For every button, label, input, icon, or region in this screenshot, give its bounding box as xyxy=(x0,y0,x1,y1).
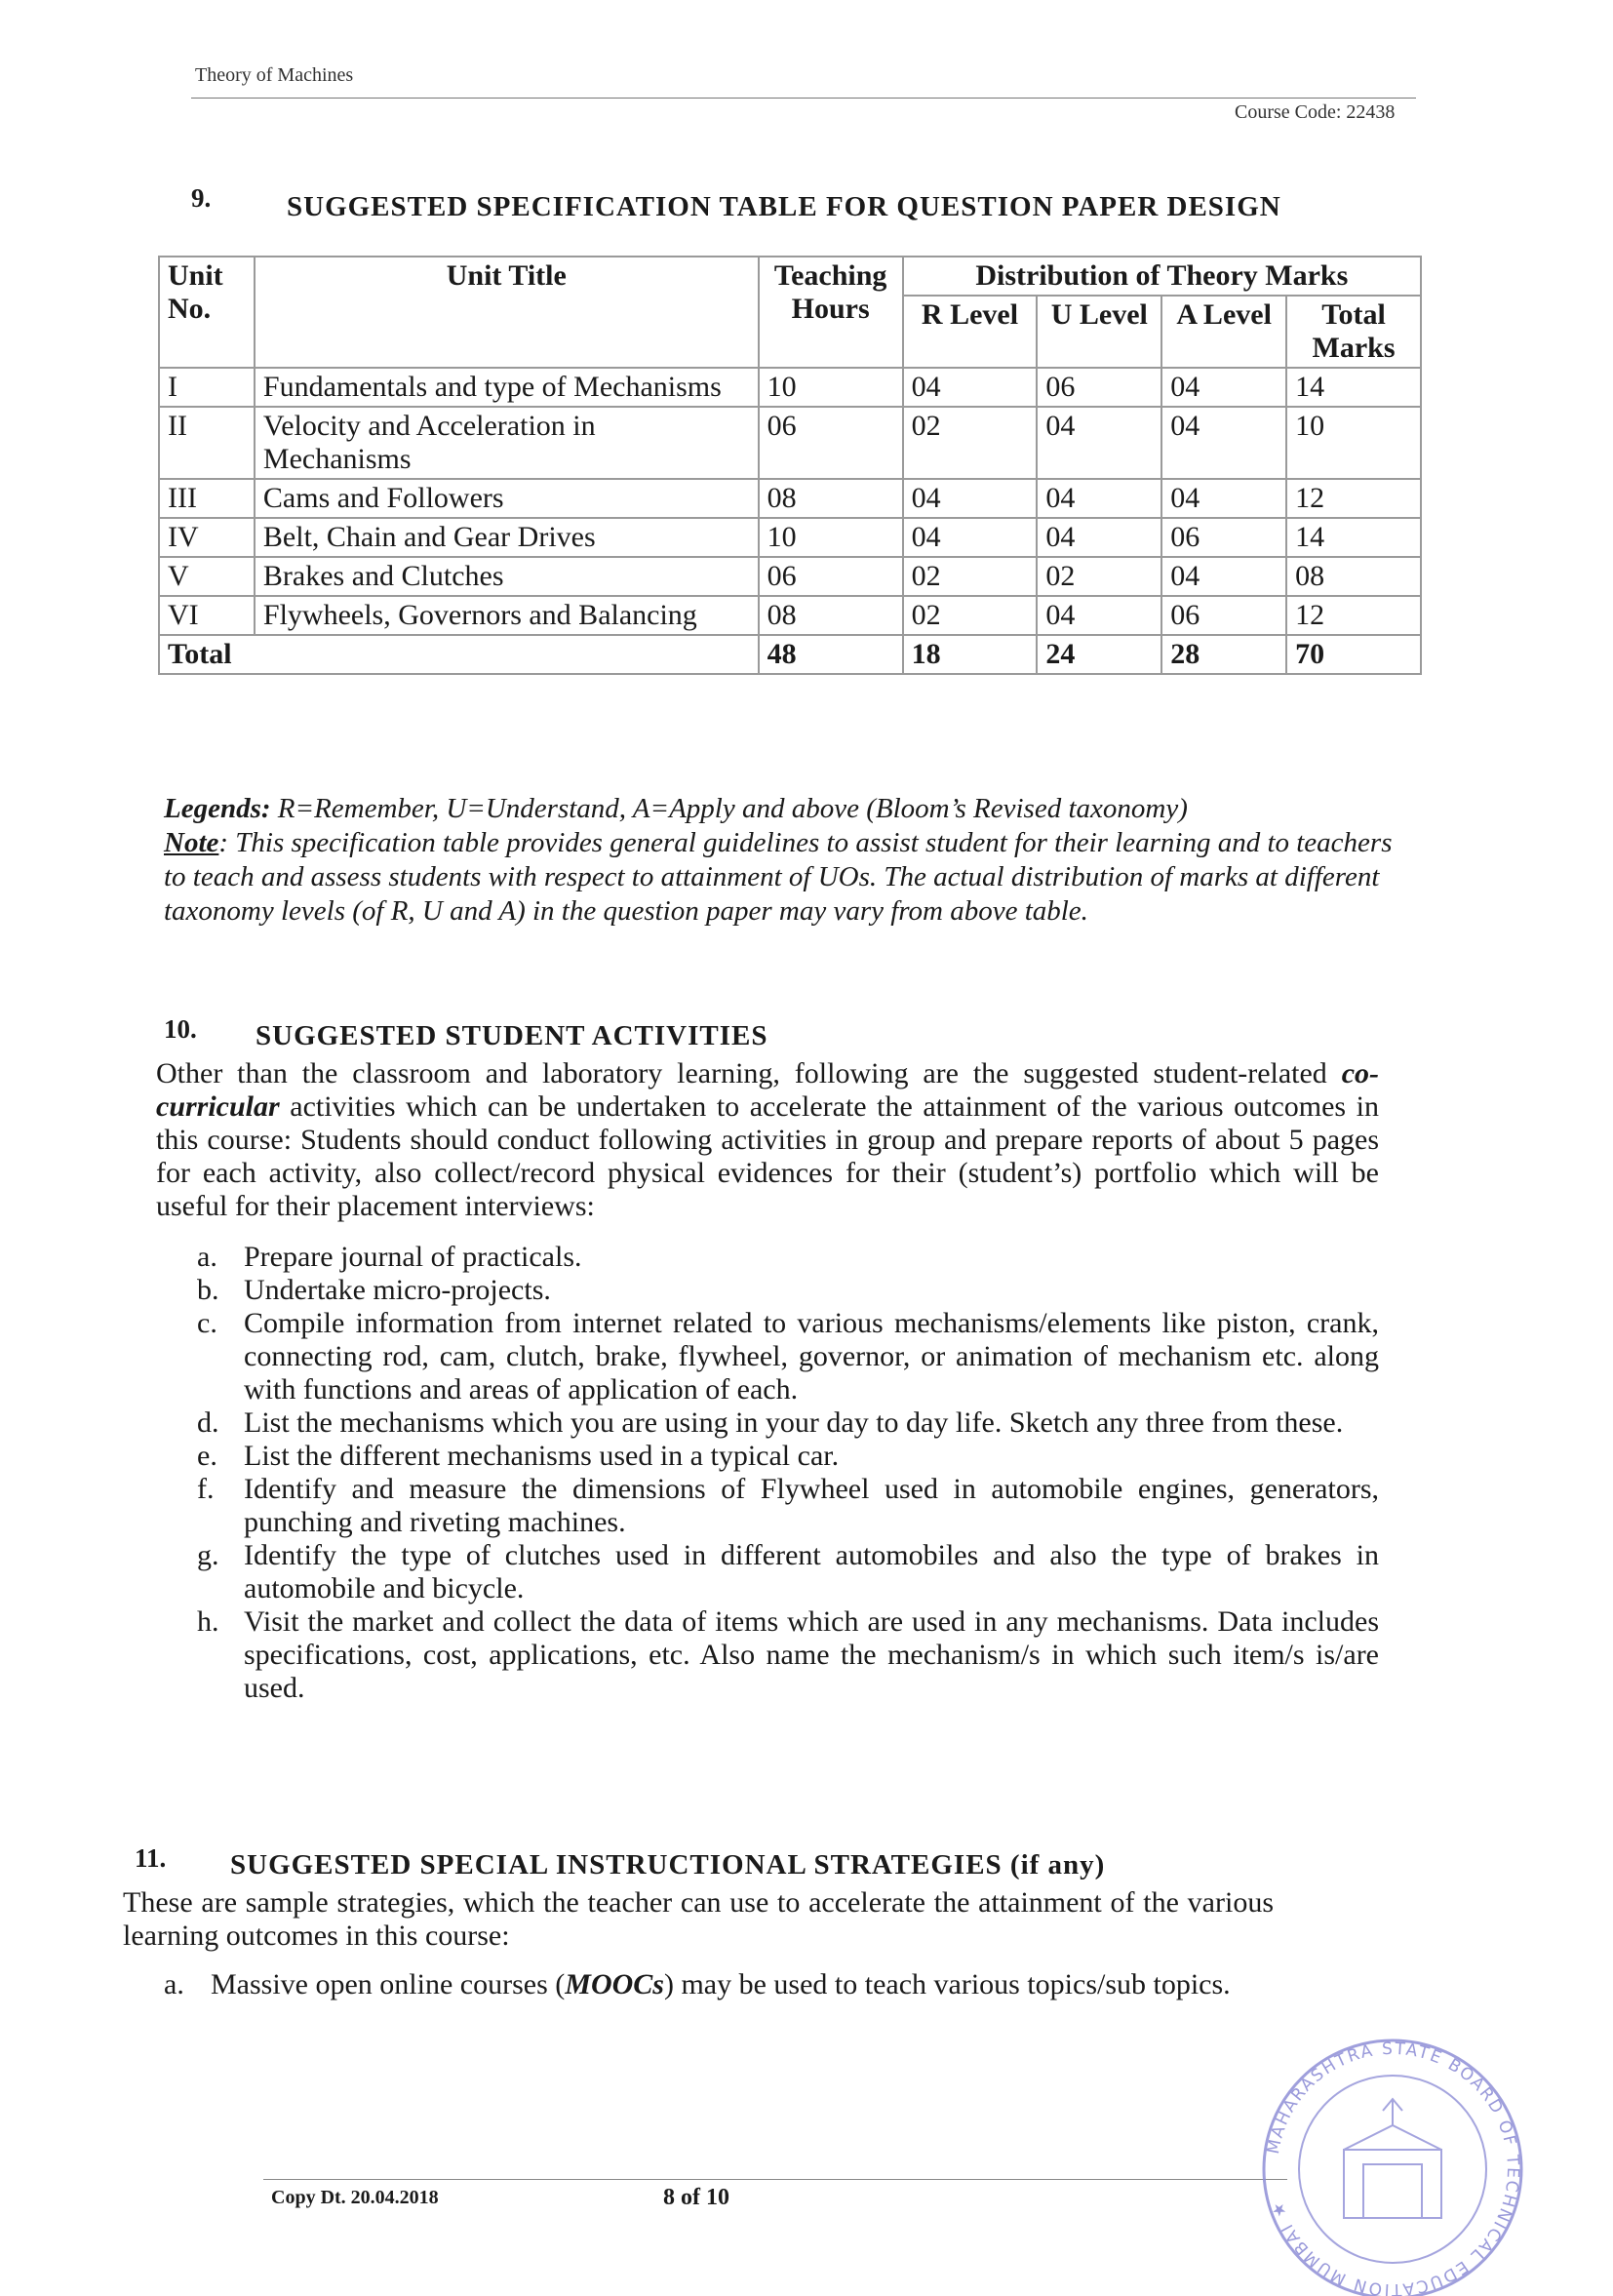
teaching-hours: 08 xyxy=(759,596,903,635)
unit-title: Belt, Chain and Gear Drives xyxy=(255,518,759,557)
intro-emphasis: co-curricular xyxy=(156,1057,1379,1123)
u-marks: 04 xyxy=(1037,407,1161,479)
footer-page-number: 8 of 10 xyxy=(663,2185,729,2210)
legends-text: R=Remember, U=Understand, A=Apply and above (Bloom’s Revised taxonomy) xyxy=(277,793,1188,824)
svg-text:MAHARASHTRA STATE BOARD OF TEC: MAHARASHTRA STATE BOARD OF TECHNICAL EDUCATION MUMBAI ★ xyxy=(1263,2039,1523,2296)
total-u: 24 xyxy=(1037,635,1161,674)
item-label: a. xyxy=(197,1241,217,1273)
r-marks: 02 xyxy=(903,596,1038,635)
header-total-marks: Total Marks xyxy=(1286,296,1421,368)
item-label: h. xyxy=(197,1605,219,1638)
unit-title: Velocity and Acceleration in Mechanisms xyxy=(255,407,759,479)
total-hours: 48 xyxy=(759,635,903,674)
total-label: Total xyxy=(159,635,759,674)
u-marks: 04 xyxy=(1037,596,1161,635)
header-unit-title: Unit Title xyxy=(255,257,759,368)
a-marks: 04 xyxy=(1161,368,1286,407)
intro-text-1: Other than the classroom and laboratory learning, following are the suggested student-related xyxy=(156,1057,1342,1089)
item-text: Undertake micro-projects. xyxy=(244,1274,551,1306)
list-item xyxy=(156,1274,1379,1307)
unit-title: Brakes and Clutches xyxy=(255,557,759,596)
total-marks: 08 xyxy=(1286,557,1421,596)
item-text: Prepare journal of practicals. xyxy=(244,1241,582,1273)
note-label: Note xyxy=(164,827,219,858)
list-item xyxy=(156,1307,1379,1406)
table-row xyxy=(159,596,1421,635)
unit-no: IV xyxy=(159,518,255,557)
unit-no: II xyxy=(159,407,255,479)
r-marks: 04 xyxy=(903,368,1038,407)
legends-label: Legends: xyxy=(164,793,271,824)
r-marks: 04 xyxy=(903,518,1038,557)
total-total: 70 xyxy=(1286,635,1421,674)
unit-no: VI xyxy=(159,596,255,635)
list-item xyxy=(156,1440,1379,1473)
item-text-2: ) may be used to teach various topics/sub topics. xyxy=(663,1968,1231,2000)
table-row xyxy=(159,518,1421,557)
total-marks: 12 xyxy=(1286,479,1421,518)
item-text: Identify and measure the dimensions of Flywheel used in automobile engines, generators, punching and riveting machines. xyxy=(244,1473,1379,1538)
section-9-number: 9. xyxy=(191,183,212,213)
item-text: List the mechanisms which you are using in your day to day life. Sketch any three from these. xyxy=(244,1406,1344,1439)
unit-no: I xyxy=(159,368,255,407)
unit-title: Cams and Followers xyxy=(255,479,759,518)
activities-list xyxy=(156,1241,1379,1705)
r-marks: 02 xyxy=(903,407,1038,479)
item-label: f. xyxy=(197,1473,215,1505)
intro-text-2: activities which can be undertaken to accelerate the attainment of the various outcomes in this course: Students should conduct following activities in group and prepare reports of about 5 pages for each activity, also collect/record physical evidences for their (student’s) portfolio which will be useful for their placement interviews: xyxy=(156,1090,1379,1222)
item-label: b. xyxy=(197,1274,219,1306)
section-10-intro xyxy=(156,1057,1379,1223)
item-text: Identify the type of clutches used in different automobiles and also the type of brakes in automobile and bicycle. xyxy=(244,1539,1379,1604)
header-teaching-hours: Teaching Hours xyxy=(759,257,903,368)
total-marks: 12 xyxy=(1286,596,1421,635)
header-u-level: U Level xyxy=(1037,296,1161,368)
teaching-hours: 08 xyxy=(759,479,903,518)
strategies-list xyxy=(123,1968,1274,2001)
item-label: e. xyxy=(197,1440,217,1472)
unit-no: V xyxy=(159,557,255,596)
total-a: 28 xyxy=(1161,635,1286,674)
section-11-intro: These are sample strategies, which the teacher can use to accelerate the attainment of the various learning outcomes in this course: xyxy=(123,1886,1274,1952)
footer-rule xyxy=(263,2179,1287,2180)
item-text: List the different mechanisms used in a typical car. xyxy=(244,1440,840,1472)
legend-block xyxy=(164,792,1393,929)
total-marks: 10 xyxy=(1286,407,1421,479)
a-marks: 06 xyxy=(1161,518,1286,557)
list-item xyxy=(156,1406,1379,1440)
specification-table xyxy=(158,256,1422,675)
section-11-number: 11. xyxy=(135,1843,167,1873)
footer-copy-date: Copy Dt. 20.04.2018 xyxy=(271,2187,439,2208)
table-row xyxy=(159,407,1421,479)
section-10-number: 10. xyxy=(164,1014,197,1044)
list-item xyxy=(156,1605,1379,1705)
table-row xyxy=(159,368,1421,407)
item-text: Compile information from internet related to various mechanisms/elements like piston, crank, connecting rod, cam, clutch, brake, flywheel, governor, or animation of mechanism etc. along with functions and areas of application of each. xyxy=(244,1307,1379,1405)
item-label: c. xyxy=(197,1307,217,1339)
table-total-row xyxy=(159,635,1421,674)
total-marks: 14 xyxy=(1286,368,1421,407)
total-r: 18 xyxy=(903,635,1038,674)
u-marks: 02 xyxy=(1037,557,1161,596)
r-marks: 02 xyxy=(903,557,1038,596)
item-label: d. xyxy=(197,1406,219,1439)
item-emphasis: MOOCs xyxy=(565,1968,664,2000)
teaching-hours: 10 xyxy=(759,518,903,557)
header-course-code: Course Code: 22438 xyxy=(1235,101,1396,123)
unit-no: III xyxy=(159,479,255,518)
a-marks: 04 xyxy=(1161,407,1286,479)
a-marks: 06 xyxy=(1161,596,1286,635)
list-item xyxy=(156,1241,1379,1274)
unit-title: Fundamentals and type of Mechanisms xyxy=(255,368,759,407)
list-item xyxy=(156,1473,1379,1539)
header-course-name: Theory of Machines xyxy=(195,64,354,86)
section-9-title: SUGGESTED SPECIFICATION TABLE FOR QUESTION PAPER DESIGN xyxy=(287,191,1281,222)
list-item xyxy=(123,1968,1274,2001)
unit-title: Flywheels, Governors and Balancing xyxy=(255,596,759,635)
header-a-level: A Level xyxy=(1161,296,1286,368)
teaching-hours: 06 xyxy=(759,407,903,479)
table-row xyxy=(159,479,1421,518)
teaching-hours: 06 xyxy=(759,557,903,596)
teaching-hours: 10 xyxy=(759,368,903,407)
list-item xyxy=(156,1539,1379,1605)
u-marks: 04 xyxy=(1037,518,1161,557)
table-row xyxy=(159,557,1421,596)
total-marks: 14 xyxy=(1286,518,1421,557)
header-rule xyxy=(191,98,1416,99)
item-label: g. xyxy=(197,1539,219,1571)
u-marks: 06 xyxy=(1037,368,1161,407)
header-distribution: Distribution of Theory Marks xyxy=(903,257,1421,296)
item-text: Visit the market and collect the data of items which are used in any mechanisms. Data includes specifications, cost, applications, etc. Also name the mechanism/s in which such item/s is/are used. xyxy=(244,1605,1379,1704)
item-label: a. xyxy=(164,1968,184,2000)
header-unit-no: Unit No. xyxy=(159,257,255,368)
a-marks: 04 xyxy=(1161,557,1286,596)
u-marks: 04 xyxy=(1037,479,1161,518)
r-marks: 04 xyxy=(903,479,1038,518)
section-10-title: SUGGESTED STUDENT ACTIVITIES xyxy=(256,1020,768,1051)
header-r-level: R Level xyxy=(903,296,1038,368)
a-marks: 04 xyxy=(1161,479,1286,518)
section-11-title: SUGGESTED SPECIAL INSTRUCTIONAL STRATEGIES (if any) xyxy=(230,1849,1106,1880)
board-stamp-seal xyxy=(1246,2033,1539,2296)
item-text-1: Massive open online courses ( xyxy=(211,1968,566,2000)
note-text: : This specification table provides general guidelines to assist student for their learning and to teachers to teach and assess students with respect to attainment of UOs. The actual distribution of marks at different taxonomy levels (of R, U and A) in the question paper may vary from above table. xyxy=(164,827,1393,927)
